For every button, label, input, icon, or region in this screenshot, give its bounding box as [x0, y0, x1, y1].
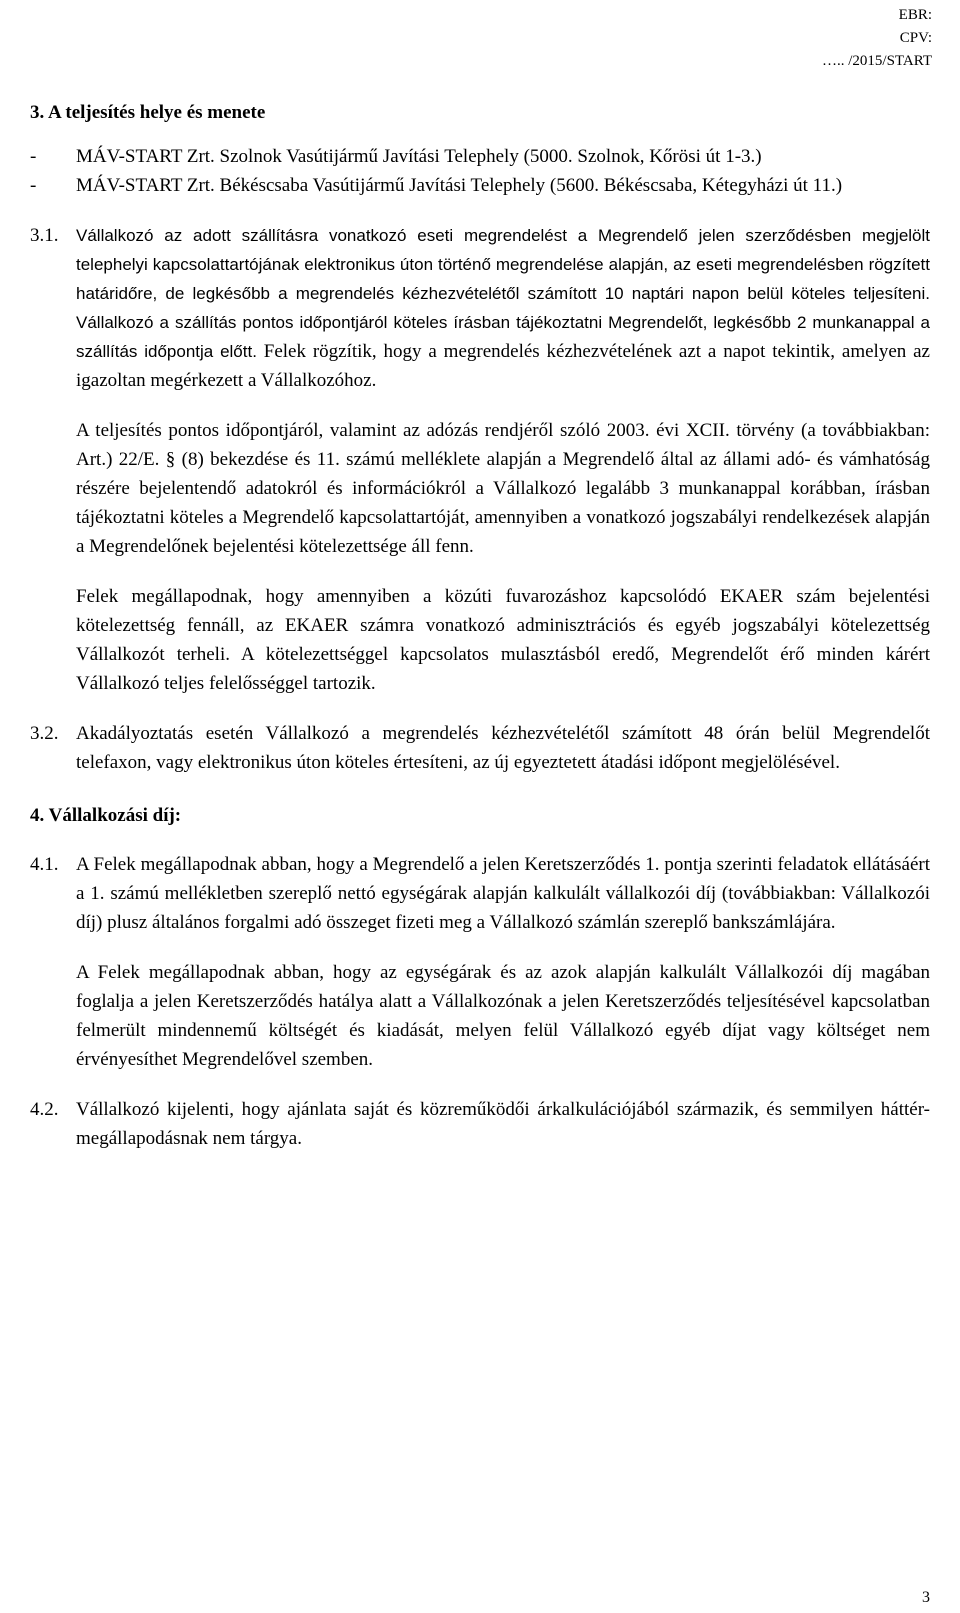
clause-paragraph: Vállalkozó kijelenti, hogy ajánlata saját és közreműködői árkalkulációjából származik, és semmilyen háttér-megállapodásnak nem tárgya.	[76, 1099, 930, 1149]
section-4-title: 4. Vállalkozási díj:	[30, 805, 182, 826]
list-item-text: MÁV-START Zrt. Békéscsaba Vasútijármű Javítási Telephely (5600. Békéscsaba, Kétegyházi út 11.)	[76, 175, 843, 196]
ebr-label: EBR:	[898, 7, 932, 23]
clause-number: 4.2.	[30, 1099, 59, 1120]
list-item	[30, 142, 930, 171]
cpv-label: CPV:	[899, 30, 932, 46]
clause-body	[76, 221, 930, 698]
clause-paragraph: A teljesítés pontos időpontjáról, valamint az adózás rendjéről szóló 2003. évi XCII. törvény (a továbbiakban: Art.) 22/E. § (8) bekezdése és 11. számú melléklete alapján a Megrendelő által az állami adó- és vámhatóság részére bejelentendő adatokról és információkról a Vállalkozó legalább 3 munkanappal korábban, írásban tájékoztatni köteles a Megrendelő kapcsolattartóját, amennyiben a vonatkozó jogszabályi rendelkezések alapján a Megrendelőnek bejelentési kötelezettsége áll fenn.	[76, 420, 930, 557]
clause-number: 3.2.	[30, 723, 59, 744]
clause-3-1	[30, 221, 930, 698]
clause-text-serif: Felek rögzítik, hogy a megrendelés kézhezvételének azt a napot tekintik, amelyen az igazoltan megérkezett a Vállalkozóhoz.	[76, 341, 930, 391]
list-item	[30, 171, 930, 200]
clause-paragraph: Felek megállapodnak, hogy amennyiben a közúti fuvarozáshoz kapcsolódó EKAER szám bejelentési kötelezettség fennáll, az EKAER számra vonatkozó adminisztrációs és egyéb jogszabályi kötelezettség Vállalkozót terheli. A kötelezettséggel kapcsolatos mulasztásból eredő, Megrendelőt érő minden kárért Vállalkozó teljes felelősséggel tartozik.	[76, 586, 930, 694]
location-list	[30, 142, 930, 200]
clause-body	[76, 1095, 930, 1153]
clause-paragraph: A Felek megállapodnak abban, hogy az egységárak és az azok alapján kalkulált Vállalkozói díj magában foglalja a jelen Keretszerződés hatálya alatt a Vállalkozónak a jelen Keretszerződés teljesítésével kapcsolatban felmerült mindennemű költségét és kiadását, melyen felül Vállalkozó egyéb díjat vagy költséget nem érvényesíthet Megrendelővel szemben.	[76, 962, 930, 1070]
clause-paragraph: Akadályoztatás esetén Vállalkozó a megrendelés kézhezvételétől számított 48 órán belül Megrendelőt telefaxon, vagy elektronikus úton köteles értesíteni, az új egyeztetett átadási időpont megjelölésével.	[76, 723, 930, 773]
list-dash: -	[30, 146, 37, 167]
section-3-title: 3. A teljesítés helye és menete	[30, 102, 266, 123]
clause-paragraph: A Felek megállapodnak abban, hogy a Megrendelő a jelen Keretszerződés 1. pontja szerinti feladatok ellátásáért a 1. számú mellékletben szereplő nettó egységárak alapján kalkulált vállalkozói díj (továbbiakban: Vállalkozói díj) plusz általános forgalmi adó összeget fizeti meg a Vállalkozó számlán szereplő bankszámlájára.	[76, 854, 930, 933]
reference-number: ….. /2015/START	[822, 53, 932, 69]
document-header	[822, 4, 932, 73]
document-body	[30, 98, 930, 1153]
list-dash: -	[30, 175, 37, 196]
clause-number: 4.1.	[30, 854, 59, 875]
page-number: 3	[922, 1589, 930, 1606]
clause-4-1	[30, 850, 930, 1074]
clause-body	[76, 850, 930, 1074]
clause-text-sans: Vállalkozó az adott szállításra vonatkozó eseti megrendelést a Megrendelő jelen szerződésben megjelölt telephelyi kapcsolattartójának elektronikus úton történő megrendelése alapján, az eseti megrendelésben rögzített határidőre, de legkésőbb a megrendelés kézhezvételétől számított 10 naptári napon belül köteles teljesíteni. Vállalkozó a szállítás pontos időpontjáról köteles írásban tájékoztatni Megrendelőt, legkésőbb 2 munkanappal a szállítás időpontja előtt.	[76, 226, 930, 361]
list-item-text: MÁV-START Zrt. Szolnok Vasútijármű Javítási Telephely (5000. Szolnok, Kőrösi út 1-3.)	[76, 146, 762, 167]
clause-body	[76, 719, 930, 777]
clause-number: 3.1.	[30, 225, 59, 246]
clause-3-2	[30, 719, 930, 777]
clause-paragraph	[76, 221, 930, 395]
clause-4-2	[30, 1095, 930, 1153]
